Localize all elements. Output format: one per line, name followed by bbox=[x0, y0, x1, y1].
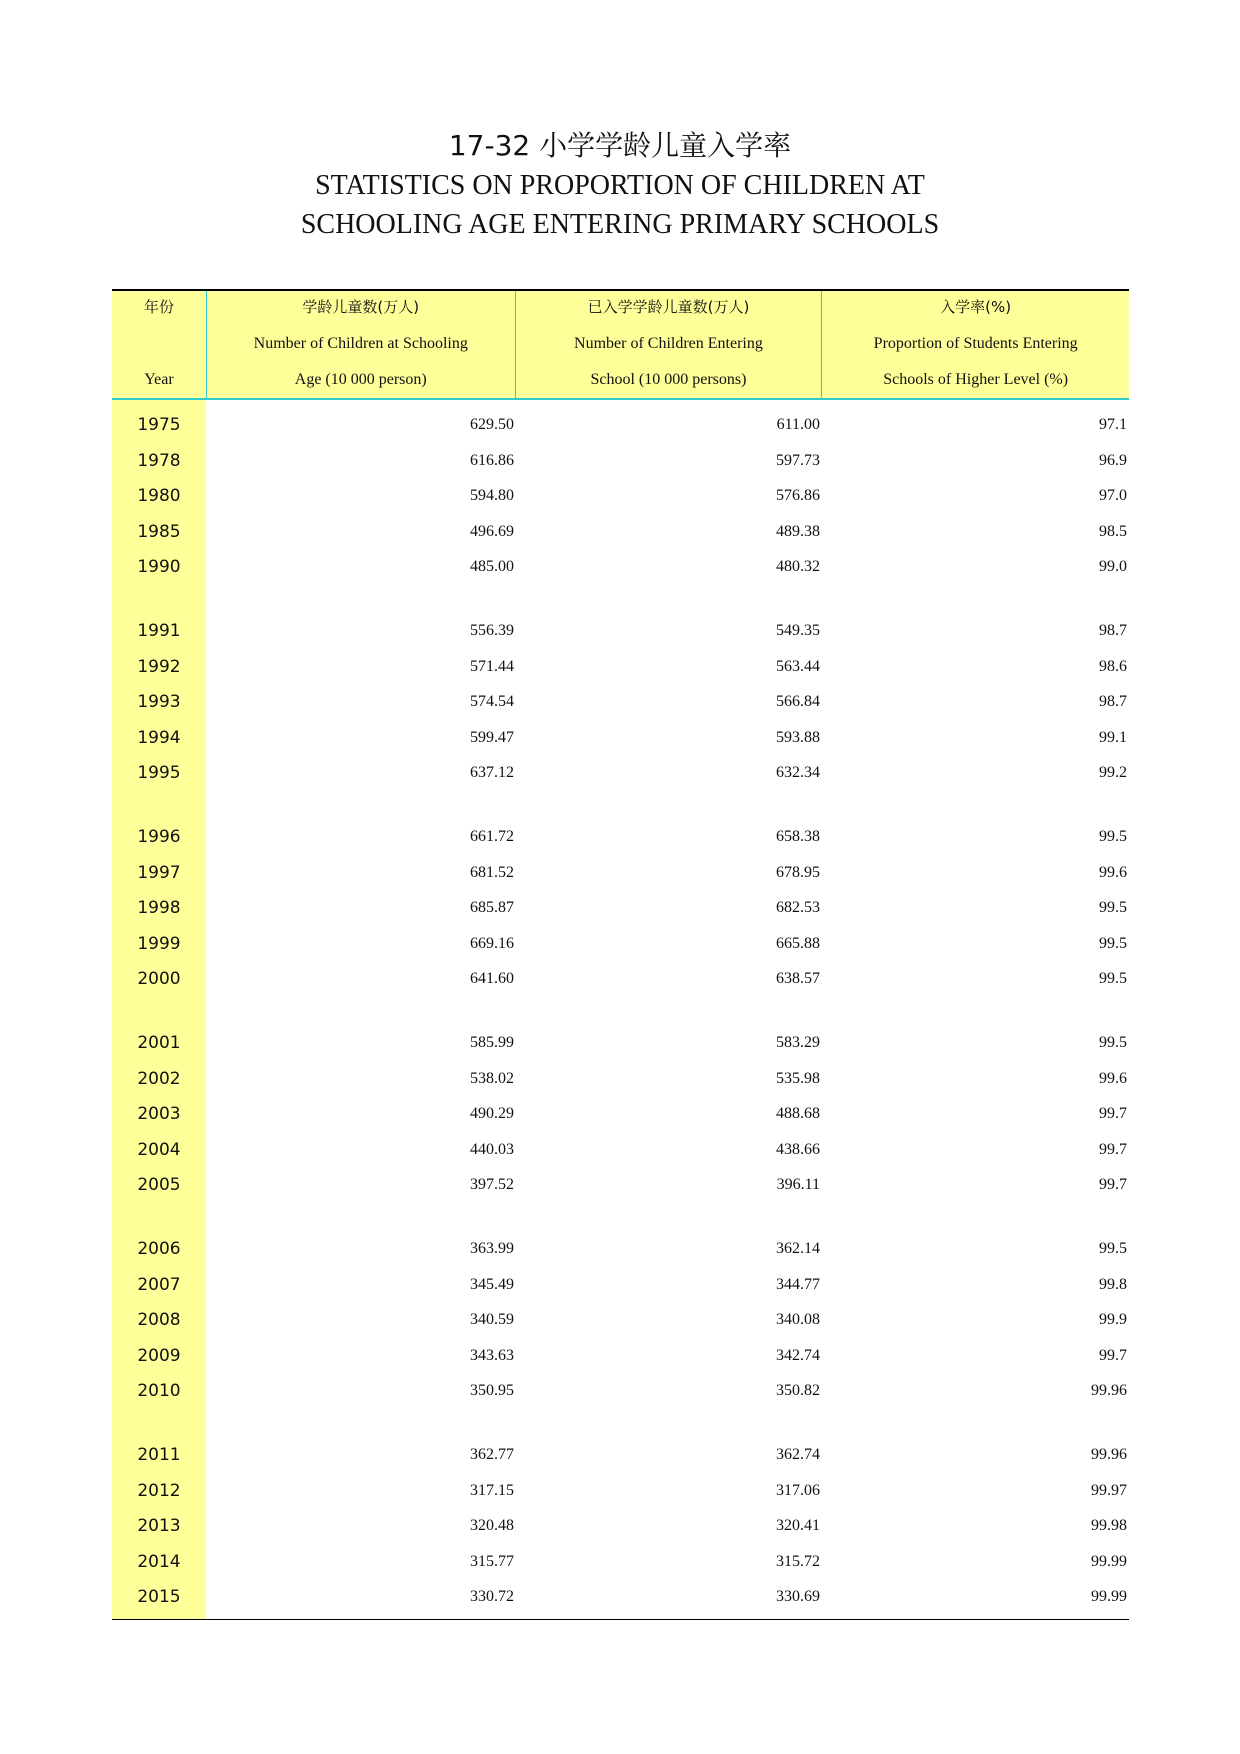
children-cell: 685.87 bbox=[470, 899, 514, 916]
year-cell: 1985 bbox=[137, 521, 181, 542]
header-proportion bbox=[821, 291, 1129, 398]
children-cell: 343.63 bbox=[470, 1346, 514, 1364]
year-cell: 2009 bbox=[137, 1345, 181, 1366]
data-table bbox=[112, 289, 1129, 1607]
entering-cell: 362.14 bbox=[776, 1240, 820, 1257]
entering-cell: 317.06 bbox=[776, 1481, 820, 1499]
entering-cell: 362.74 bbox=[776, 1446, 820, 1463]
children-cell: 616.86 bbox=[470, 451, 514, 469]
rate-cell: 99.5 bbox=[1099, 828, 1127, 845]
rate-cell: 99.99 bbox=[1091, 1552, 1127, 1570]
rate-cell: 99.7 bbox=[1099, 1346, 1127, 1364]
entering-cell: 566.84 bbox=[776, 693, 820, 710]
entering-cell: 638.57 bbox=[776, 970, 820, 987]
year-cell: 1996 bbox=[137, 827, 181, 847]
year-cell: 2012 bbox=[137, 1480, 181, 1501]
children-cell: 585.99 bbox=[470, 1034, 514, 1051]
year-cell: 2015 bbox=[137, 1587, 181, 1607]
table-row bbox=[112, 1511, 1129, 1541]
children-cell: 629.50 bbox=[470, 416, 514, 433]
children-cell: 538.02 bbox=[470, 1069, 514, 1087]
children-cell: 330.72 bbox=[470, 1588, 514, 1605]
rate-cell: 99.98 bbox=[1091, 1517, 1127, 1534]
table-row bbox=[112, 1028, 1129, 1058]
entering-cell: 350.82 bbox=[776, 1382, 820, 1399]
rate-cell: 99.6 bbox=[1099, 1069, 1127, 1087]
entering-cell: 678.95 bbox=[776, 863, 820, 881]
rate-cell: 98.5 bbox=[1099, 522, 1127, 540]
header-year-cn: 年份 bbox=[143, 298, 174, 316]
rate-cell: 99.5 bbox=[1099, 934, 1127, 952]
entering-cell: 593.88 bbox=[776, 728, 820, 746]
year-cell: 2006 bbox=[137, 1239, 181, 1259]
year-cell: 1997 bbox=[137, 862, 181, 883]
children-cell: 363.99 bbox=[470, 1240, 514, 1257]
children-cell: 681.52 bbox=[470, 863, 514, 881]
rate-cell: 97.1 bbox=[1099, 416, 1127, 433]
year-cell: 2002 bbox=[137, 1068, 181, 1089]
rate-cell: 99.7 bbox=[1099, 1176, 1127, 1193]
entering-cell: 344.77 bbox=[776, 1275, 820, 1293]
table-row bbox=[112, 410, 1129, 440]
entering-cell: 488.68 bbox=[776, 1105, 820, 1122]
table-row bbox=[112, 1305, 1129, 1335]
entering-cell: 597.73 bbox=[776, 451, 820, 469]
table-row bbox=[112, 1135, 1129, 1165]
year-cell: 1993 bbox=[137, 692, 181, 712]
rate-cell: 98.6 bbox=[1099, 657, 1127, 675]
year-cell: 1980 bbox=[137, 486, 181, 506]
header-col3-en1: Proportion of Students Entering bbox=[873, 335, 1078, 352]
children-cell: 571.44 bbox=[470, 657, 514, 675]
rate-cell: 99.2 bbox=[1099, 764, 1127, 781]
rate-cell: 99.97 bbox=[1091, 1481, 1127, 1499]
rate-cell: 99.96 bbox=[1091, 1382, 1127, 1399]
table-row bbox=[112, 446, 1129, 476]
children-cell: 345.49 bbox=[470, 1275, 514, 1293]
children-cell: 496.69 bbox=[470, 522, 514, 540]
table-row bbox=[112, 481, 1129, 511]
rate-cell: 98.7 bbox=[1099, 693, 1127, 710]
entering-cell: 396.11 bbox=[776, 1176, 820, 1193]
entering-cell: 315.72 bbox=[776, 1552, 820, 1570]
entering-cell: 583.29 bbox=[776, 1034, 820, 1051]
header-children-entering bbox=[515, 291, 822, 398]
entering-cell: 489.38 bbox=[776, 522, 820, 540]
year-cell: 2004 bbox=[137, 1139, 181, 1160]
header-col1-en1: Number of Children at Schooling bbox=[253, 335, 468, 352]
header-col2-en1: Number of Children Entering bbox=[574, 335, 763, 352]
children-cell: 574.54 bbox=[470, 693, 514, 710]
rate-cell: 96.9 bbox=[1099, 451, 1127, 469]
table-header bbox=[112, 289, 1129, 400]
header-col3-cn: 入学率(%) bbox=[940, 298, 1012, 316]
children-cell: 669.16 bbox=[470, 934, 514, 952]
entering-cell: 665.88 bbox=[776, 934, 820, 952]
header-year bbox=[112, 291, 206, 398]
table-title-cn: 17-32 小学学龄儿童入学率 bbox=[448, 129, 792, 162]
children-cell: 637.12 bbox=[470, 764, 514, 781]
entering-cell: 438.66 bbox=[776, 1140, 820, 1158]
table-row bbox=[112, 893, 1129, 923]
rate-cell: 99.7 bbox=[1099, 1105, 1127, 1122]
year-cell: 2003 bbox=[137, 1104, 181, 1124]
year-cell: 1999 bbox=[137, 933, 181, 954]
year-cell: 2014 bbox=[137, 1551, 181, 1572]
table-row bbox=[112, 929, 1129, 959]
table-row bbox=[112, 1547, 1129, 1577]
year-cell: 2011 bbox=[137, 1445, 181, 1465]
table-row bbox=[112, 1341, 1129, 1371]
table-row bbox=[112, 687, 1129, 717]
entering-cell: 576.86 bbox=[776, 487, 820, 504]
children-cell: 350.95 bbox=[470, 1382, 514, 1399]
entering-cell: 658.38 bbox=[776, 828, 820, 845]
year-cell: 2005 bbox=[137, 1175, 181, 1195]
table-row bbox=[112, 1582, 1129, 1612]
rate-cell: 99.99 bbox=[1091, 1588, 1127, 1605]
year-cell: 2010 bbox=[137, 1381, 181, 1401]
entering-cell: 480.32 bbox=[776, 558, 820, 575]
year-cell: 1978 bbox=[137, 450, 181, 471]
header-col3-en2: Schools of Higher Level (%) bbox=[883, 371, 1069, 388]
table-row bbox=[112, 652, 1129, 682]
rate-cell: 99.7 bbox=[1099, 1140, 1127, 1158]
table-row bbox=[112, 1234, 1129, 1264]
header-col1-cn: 学龄儿童数(万人) bbox=[302, 298, 420, 316]
year-cell: 2000 bbox=[137, 969, 181, 989]
header-year-en: Year bbox=[144, 371, 174, 388]
year-cell: 2008 bbox=[137, 1310, 181, 1330]
rate-cell: 99.8 bbox=[1099, 1275, 1127, 1293]
children-cell: 661.72 bbox=[470, 828, 514, 845]
table-row bbox=[112, 1099, 1129, 1129]
children-cell: 440.03 bbox=[470, 1140, 514, 1158]
year-cell: 1998 bbox=[137, 898, 181, 918]
entering-cell: 611.00 bbox=[776, 416, 820, 433]
entering-cell: 563.44 bbox=[776, 657, 820, 675]
table-row bbox=[112, 1170, 1129, 1200]
table-row bbox=[112, 1440, 1129, 1470]
children-cell: 320.48 bbox=[470, 1517, 514, 1534]
children-cell: 556.39 bbox=[470, 622, 514, 639]
table-row bbox=[112, 964, 1129, 994]
year-cell: 2007 bbox=[137, 1274, 181, 1295]
rate-cell: 98.7 bbox=[1099, 622, 1127, 639]
table-title-en-line2: SCHOOLING AGE ENTERING PRIMARY SCHOOLS bbox=[300, 209, 940, 240]
year-cell: 1991 bbox=[137, 621, 181, 641]
children-cell: 317.15 bbox=[470, 1481, 514, 1499]
header-col2-cn: 已入学学龄儿童数(万人) bbox=[587, 298, 750, 316]
children-cell: 599.47 bbox=[470, 728, 514, 746]
rate-cell: 99.5 bbox=[1099, 1240, 1127, 1257]
rate-cell: 99.0 bbox=[1099, 558, 1127, 575]
table-row bbox=[112, 1476, 1129, 1506]
header-col1-en2: Age (10 000 person) bbox=[294, 371, 427, 388]
entering-cell: 330.69 bbox=[776, 1588, 820, 1605]
table-row bbox=[112, 616, 1129, 646]
table-row bbox=[112, 552, 1129, 582]
rate-cell: 99.5 bbox=[1099, 970, 1127, 987]
entering-cell: 549.35 bbox=[776, 622, 820, 639]
children-cell: 362.77 bbox=[470, 1446, 514, 1463]
header-children-schooling-age bbox=[206, 291, 515, 398]
children-cell: 641.60 bbox=[470, 970, 514, 987]
year-cell: 1995 bbox=[137, 763, 181, 783]
rate-cell: 99.96 bbox=[1091, 1446, 1127, 1463]
children-cell: 594.80 bbox=[470, 487, 514, 504]
entering-cell: 682.53 bbox=[776, 899, 820, 916]
children-cell: 340.59 bbox=[470, 1311, 514, 1328]
children-cell: 490.29 bbox=[470, 1105, 514, 1122]
rate-cell: 97.0 bbox=[1099, 487, 1127, 504]
table-row bbox=[112, 723, 1129, 753]
rate-cell: 99.9 bbox=[1099, 1311, 1127, 1328]
table-row bbox=[112, 1376, 1129, 1406]
table-row bbox=[112, 1064, 1129, 1094]
table-title-en-line1: STATISTICS ON PROPORTION OF CHILDREN AT bbox=[315, 170, 925, 201]
children-cell: 315.77 bbox=[470, 1552, 514, 1570]
year-cell: 1990 bbox=[137, 557, 181, 577]
children-cell: 485.00 bbox=[470, 558, 514, 575]
table-row bbox=[112, 517, 1129, 547]
rate-cell: 99.5 bbox=[1099, 1034, 1127, 1051]
rate-cell: 99.6 bbox=[1099, 863, 1127, 881]
entering-cell: 342.74 bbox=[776, 1346, 820, 1364]
header-col2-en2: School (10 000 persons) bbox=[590, 371, 747, 388]
year-cell: 1994 bbox=[137, 727, 181, 748]
year-cell: 2001 bbox=[137, 1033, 181, 1053]
year-cell: 2013 bbox=[137, 1516, 181, 1536]
entering-cell: 320.41 bbox=[776, 1517, 820, 1534]
table-row bbox=[112, 858, 1129, 888]
page-title-block bbox=[0, 126, 1240, 244]
year-cell: 1992 bbox=[137, 656, 181, 677]
table-row bbox=[112, 1270, 1129, 1300]
entering-cell: 632.34 bbox=[776, 764, 820, 781]
year-cell: 1975 bbox=[137, 415, 181, 435]
table-row bbox=[112, 758, 1129, 788]
entering-cell: 535.98 bbox=[776, 1069, 820, 1087]
table-row bbox=[112, 822, 1129, 852]
table-bottom-rule bbox=[112, 1619, 1129, 1620]
entering-cell: 340.08 bbox=[776, 1311, 820, 1328]
children-cell: 397.52 bbox=[470, 1176, 514, 1193]
rate-cell: 99.5 bbox=[1099, 899, 1127, 916]
rate-cell: 99.1 bbox=[1099, 728, 1127, 746]
